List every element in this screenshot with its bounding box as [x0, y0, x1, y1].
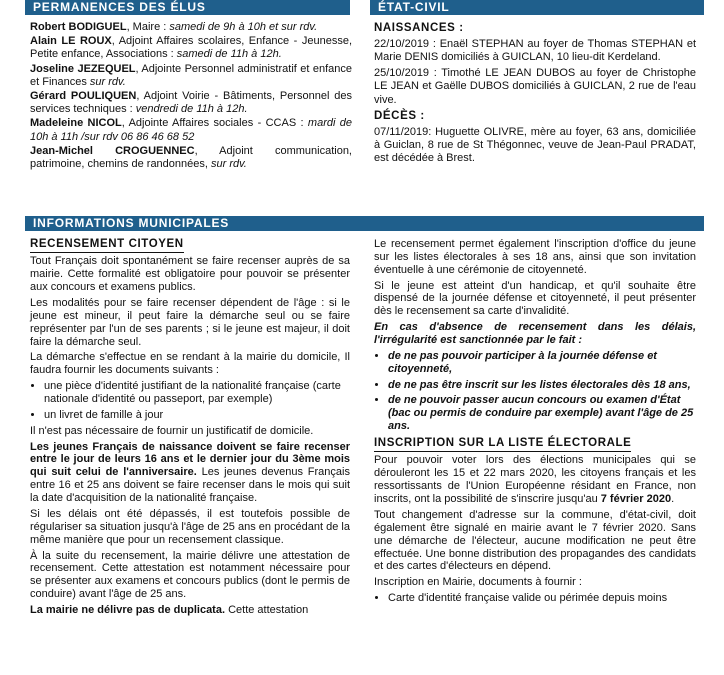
paragraph: Inscription en Mairie, documents à fournir : — [374, 576, 582, 589]
paragraph: Tout Français doit spontanément se faire recenser auprès de sa mairie. Cette formalité est obligatoire pour pouvoir se présenter aux concours et examens publics. — [30, 255, 350, 294]
elu-entry: Gérard POULIQUEN, Adjoint Voirie - Bâtiments, Personnel des services techniques : vendredi de 11h à 12h. — [30, 89, 352, 116]
paragraph: Le recensement permet également l'inscription d'office du jeune sur les listes électorales à ses 18 ans, ainsi que son invitation éventuelle à une cérémonie de citoyenneté. — [374, 238, 696, 276]
infos-left-column — [30, 238, 350, 620]
naissance-entry: 22/10/2019 : Enaël STEPHAN au foyer de Thomas STEPHAN et Marie DENIS domiciliés à GUICLAN, 10 lieu-dit Kerdeland. — [374, 37, 696, 63]
paragraph: Les jeunes Français de naissance doivent se faire recenser entre le jour de leurs 16 ans et le dernier jour du 3ème mois qui suit celui de l'anniversaire. Les jeunes devenus Français entre 16 et 25 ans doivent se faire recenser dans le mois qui suit la date d'acquisition de la nationalité française. — [30, 440, 350, 505]
elu-entry: Jean-Michel CROGUENNEC, Adjoint communication, patrimoine, chemins de randonnées, sur rdv. — [30, 144, 352, 170]
list-item: • Carte d'identité française valide ou périmée depuis moins — [388, 592, 696, 605]
inscription-documents-list — [374, 592, 696, 605]
paragraph: Si les délais ont été dépassés, il est toutefois possible de régulariser sa situation jusqu'à l'âge de 25 ans en procédant de la même manière que pour un recensement classique. — [30, 507, 350, 546]
permanences-list — [30, 21, 352, 172]
elu-entry: Robert BODIGUEL, Maire : samedi de 9h à 10h et sur rdv. — [30, 21, 318, 33]
deces-entry: 07/11/2019: Huguette OLIVRE, mère au foyer, 63 ans, domiciliée à Guiclan, 8 rue de St Thégonnec, veuve de Jean-Paul PRADAT, est décédée à Brest. — [374, 125, 696, 164]
list-item: • de ne pouvoir passer aucun concours ou examen d'État (bac ou permis de conduire par exemple) avant l'âge de 25 ans. — [388, 394, 696, 433]
paragraph: La démarche s'effectue en se rendant à la mairie du domicile, Il faudra fournir les documents suivants : — [30, 351, 350, 377]
paragraph: Pour pouvoir voter lors des élections municipales qui se dérouleront les 15 et 22 mars 2020, les citoyens français et les ressortissants de l'Union Européenne résidant en France, non inscrits, ont la possibilité de s'inscrire jusqu'au 7 février 2020. — [374, 454, 696, 506]
infos-header: INFORMATIONS MUNICIPALES — [25, 216, 704, 231]
documents-list — [30, 380, 350, 422]
etat-civil-content — [374, 22, 696, 168]
recensement-title: RECENSEMENT CITOYEN — [30, 238, 350, 253]
elu-entry: Alain LE ROUX, Adjoint Affaires scolaires, Enfance - Jeunesse, Petite enfance, Associations : samedi de 11h à 12h. — [30, 35, 352, 61]
elu-entry: Joseline JEZEQUEL, Adjointe Personnel administratif et enfance et Finances sur rdv. — [30, 62, 352, 88]
etat-civil-header: ÉTAT-CIVIL — [370, 0, 704, 15]
deces-title: DÉCÈS : — [374, 109, 425, 122]
permanences-header: PERMANENCES DES ÉLUS — [25, 0, 350, 15]
paragraph: Il n'est pas nécessaire de fournir un justificatif de domicile. — [30, 424, 314, 437]
paragraph: Les modalités pour se faire recenser dépendent de l'âge : si le jeune est mineur, il peut faire la démarche seul ou se faire représenter par l'un de ses parents ; si le jeune est majeur, il doit faire la démarche seul. — [30, 297, 350, 348]
paragraph: Si le jeune est atteint d'un handicap, et qu'il souhaite être dispensé de la journée défense et citoyenneté, il peut présenter dès le recensement sa carte d'invalidité. — [374, 279, 696, 318]
paragraph: La mairie ne délivre pas de duplicata. Cette attestation — [30, 603, 309, 616]
paragraph: À la suite du recensement, la mairie délivre une attestation de recensement. Cette attestation est notamment nécessaire pour se présenter aux examens et concours publics (dont le permis de conduire) avant l'âge de 25 ans. — [30, 549, 350, 601]
sanctions-list — [374, 350, 696, 433]
inscription-title: INSCRIPTION SUR LA LISTE ÉLECTORALE — [374, 437, 696, 452]
infos-right-column — [374, 238, 696, 608]
elu-entry: Madeleine NICOL, Adjointe Affaires sociales - CCAS : mardi de 10h à 11h /sur rdv 06 86 46 68 52 — [30, 117, 353, 143]
list-item: • une pièce d'identité justifiant de la nationalité française (carte nationale d'identité ou passeport, par exemple) — [44, 380, 350, 406]
paragraph: En cas d'absence de recensement dans les délais, l'irrégularité est sanctionnée par le fait : — [374, 321, 696, 347]
list-item: • un livret de famille à jour — [44, 409, 350, 422]
naissance-entry: 25/10/2019 : Timothé LE JEAN DUBOS au foyer de Christophe LE JEAN et Gaëlle DUBOS domiciliés à GUICLAN, 2 rue de l'eau vive. — [374, 67, 696, 106]
list-item: • de ne pas être inscrit sur les listes électorales dès 18 ans, — [388, 379, 696, 392]
list-item: • de ne pas pouvoir participer à la journée défense et citoyenneté, — [388, 350, 696, 376]
naissances-title: NAISSANCES : — [374, 22, 464, 34]
paragraph: Tout changement d'adresse sur la commune, d'état-civil, doit également être signalé en mairie avant le 7 février 2020. Sans une démarche de l'électeur, aucune modification ne peut être effectuée. Une bonne distribution des propagandes des candidats et des cartes d'électeurs en dépend. — [374, 508, 696, 573]
